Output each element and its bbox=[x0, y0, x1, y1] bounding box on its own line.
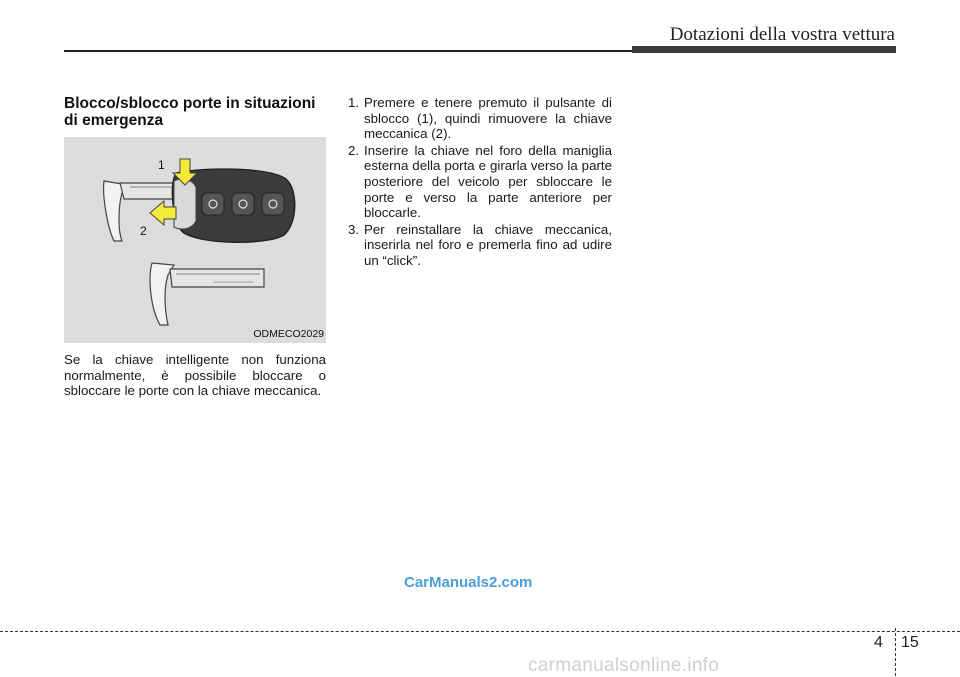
footer-page-divider bbox=[895, 628, 896, 676]
header-rule bbox=[64, 50, 644, 52]
page-header-title: Dotazioni della vostra vettura bbox=[669, 24, 895, 45]
list-item bbox=[348, 143, 612, 221]
step-text: Per reinstallare la chiave meccanica, inserirla nel foro e premerla fino ad udire un “click”. bbox=[364, 221, 612, 268]
key-illustration bbox=[64, 137, 326, 343]
step-number: 2. bbox=[348, 142, 360, 158]
callout-2: 2 bbox=[140, 224, 147, 238]
step-text: Inserire la chiave nel foro della maniglia esterna della porta e girarla verso la parte posteriore del veicolo per sbloccare le porte e verso la parte anteriore per bloccarle. bbox=[364, 142, 612, 221]
smart-key-drawing bbox=[64, 137, 326, 343]
procedure-steps bbox=[348, 95, 612, 270]
section-heading: Blocco/sblocco porte in situazioni di emergenza bbox=[64, 95, 316, 129]
page-number: 15 bbox=[901, 634, 919, 651]
chapter-number: 4 bbox=[874, 634, 883, 651]
list-item bbox=[348, 222, 612, 269]
figure-code: ODMECO2029 bbox=[253, 328, 324, 340]
site-watermark: carmanualsonline.info bbox=[528, 655, 720, 676]
footer-divider bbox=[0, 631, 960, 632]
watermark-link[interactable]: CarManuals2.com bbox=[404, 574, 533, 591]
header-rule-accent bbox=[632, 46, 896, 53]
intro-paragraph: Se la chiave intelligente non funziona normalmente, è possibile bloccare o sbloccare le porte con la chiave meccanica. bbox=[64, 352, 326, 399]
list-item bbox=[348, 95, 612, 142]
step-number: 3. bbox=[348, 221, 360, 237]
step-number: 1. bbox=[348, 95, 360, 110]
step-text: Premere e tenere premuto il pulsante di sblocco (1), quindi rimuovere la chiave meccanica (2). bbox=[364, 95, 612, 142]
callout-1: 1 bbox=[158, 158, 165, 172]
